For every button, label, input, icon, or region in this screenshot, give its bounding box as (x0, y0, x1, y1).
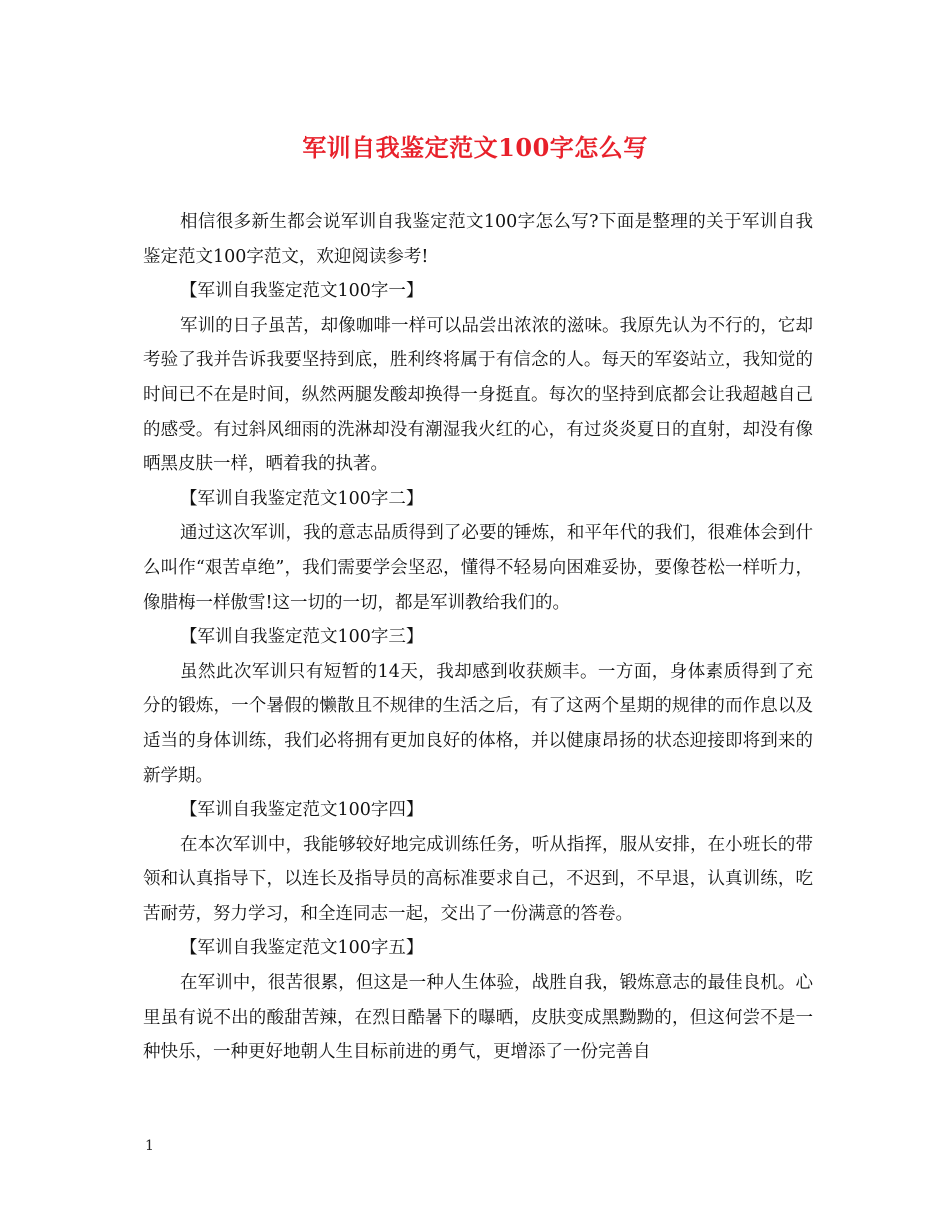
section-text-2: 通过这次军训，我的意志品质得到了必要的锤炼，和平年代的我们，很难体会到什么叫作“艰苦卓绝”，我们需要学会坚忍，懂得不轻易向困难妥协，要像苍松一样听力，像腊梅一样傲雪!这一切的一切，都是军训教给我们的。 (143, 523, 813, 613)
section-heading-2: 【军训自我鉴定范文100字二】 (180, 488, 424, 509)
section-heading-3: 【军训自我鉴定范文100字三】 (180, 627, 424, 648)
section-heading-5: 【军训自我鉴定范文100字五】 (180, 938, 424, 959)
document-body (143, 205, 813, 1070)
section-text-4: 在本次军训中，我能够较好地完成训练任务，听从指挥，服从安排，在小班长的带领和认真指导下，以连长及指导员的高标准要求自己，不迟到，不早退，认真训练，吃苦耐劳，努力学习，和全连同志一起，交出了一份满意的答卷。 (143, 834, 813, 924)
section-heading-1: 【军训自我鉴定范文100字一】 (180, 281, 424, 302)
document-title: 军训自我鉴定范文100字怎么写 (302, 133, 648, 162)
section-text-1: 军训的日子虽苦，却像咖啡一样可以品尝出浓浓的滋味。我原先认为不行的，它却考验了我并告诉我要坚持到底，胜利终将属于有信念的人。每天的军姿站立，我知觉的时间已不在是时间，纵然两腿发酸却换得一身挺直。每次的坚持到底都会让我超越自己的感受。有过斜风细雨的洗淋却没有潮湿我火红的心，有过炎炎夏日的直射，却没有像晒黑皮肤一样，晒着我的执著。 (143, 315, 813, 475)
section-heading-4: 【军训自我鉴定范文100字四】 (180, 800, 424, 821)
page-number: 1 (145, 1138, 154, 1154)
section-text-5: 在军训中，很苦很累，但这是一种人生体验，战胜自我，锻炼意志的最佳良机。心里虽有说不出的酸甜苦辣，在烈日酷暑下的曝晒，皮肤变成黑黝黝的，但这何尝不是一种快乐，一种更好地朝人生目标前进的勇气，更增添了一份完善自 (143, 973, 813, 1063)
section-text-3: 虽然此次军训只有短暂的14天，我却感到收获颇丰。一方面，身体素质得到了充分的锻炼，一个暑假的懒散且不规律的生活之后，有了这两个星期的规律的而作息以及适当的身体训练，我们必将拥有更加良好的体格，并以健康昂扬的状态迎接即将到来的新学期。 (143, 661, 813, 786)
intro-paragraph: 相信很多新生都会说军训自我鉴定范文100字怎么写?下面是整理的关于军训自我鉴定范文100字范文，欢迎阅读参考! (143, 212, 813, 267)
